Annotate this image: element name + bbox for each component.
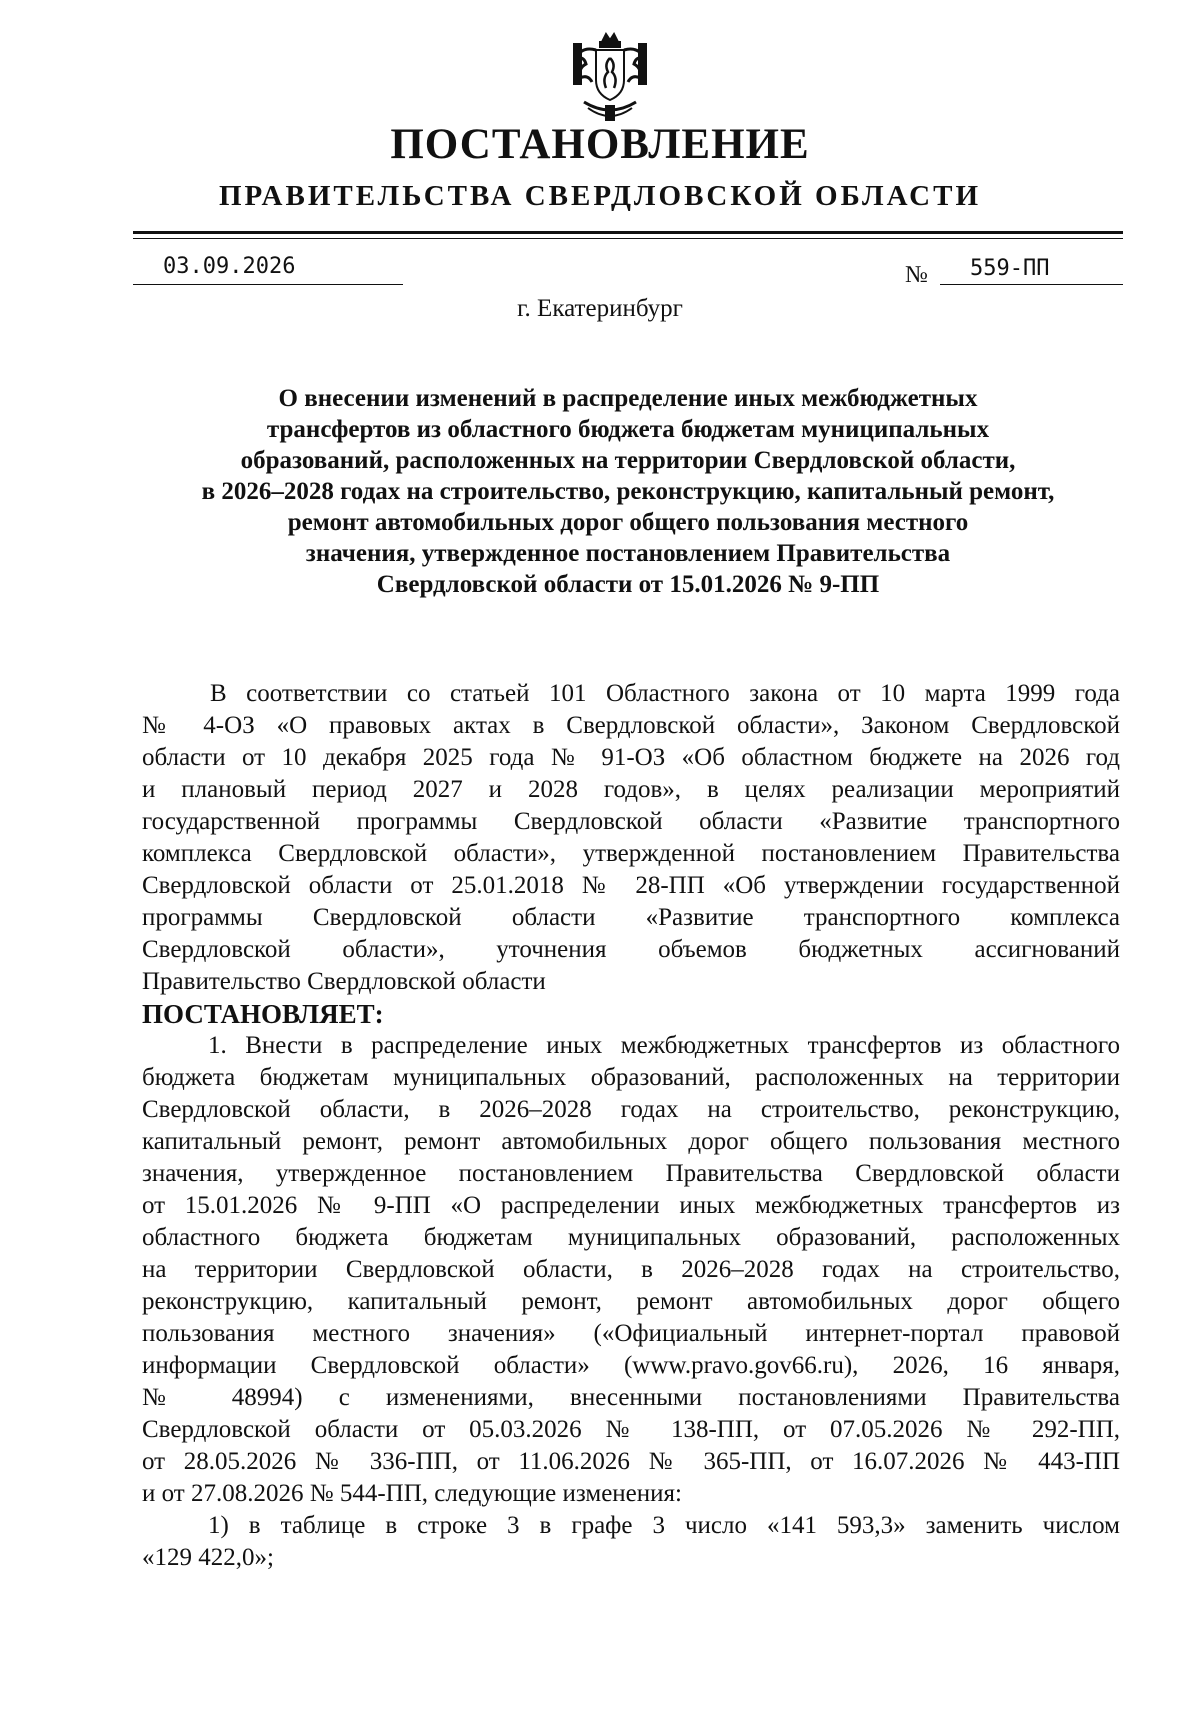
text-line: капитальный ремонт, ремонт автомобильных дорог общего пользования местного xyxy=(142,1128,1120,1155)
subitem-1-paragraph xyxy=(142,1510,1120,1574)
coat-of-arms-icon xyxy=(566,28,654,128)
text-line: программы Свердловской области «Развитие транспортного комплекса xyxy=(142,904,1120,931)
document-title xyxy=(133,383,1123,600)
document-number: 559-ПП xyxy=(970,256,1050,281)
title-line: трансфертов из областного бюджета бюджетам муниципальных xyxy=(266,416,990,443)
title-line: О внесении изменений в распределение иных межбюджетных xyxy=(278,385,978,412)
item-1-paragraph xyxy=(142,1030,1120,1510)
number-underline xyxy=(940,284,1123,285)
text-line: В соответствии со статьей 101 Областного закона от 10 марта 1999 года xyxy=(210,680,1120,707)
text-line: пользования местного значения» («Официальный интернет-портал правовой xyxy=(142,1320,1120,1347)
text-line: бюджета бюджетам муниципальных образований, расположенных на территории xyxy=(142,1064,1120,1091)
document-type: ПОСТАНОВЛЕНИЕ xyxy=(390,121,810,168)
title-line: ремонт автомобильных дорог общего пользования местного xyxy=(287,509,969,536)
text-line: реконструкцию, капитальный ремонт, ремонт автомобильных дорог общего xyxy=(142,1288,1120,1315)
document-date: 03.09.2026 xyxy=(163,254,296,279)
title-line: образований, расположенных на территории Свердловской области, xyxy=(240,447,1016,474)
text-line: значения, утвержденное постановлением Правительства Свердловской области xyxy=(142,1160,1120,1187)
preamble-paragraph xyxy=(142,678,1120,998)
text-line: от 15.01.2026 № 9-ПП «О распределении иных межбюджетных трансфертов из xyxy=(142,1192,1120,1219)
text-line: информации Свердловской области» (www.pravo.gov66.ru), 2026, 16 января, xyxy=(142,1352,1120,1379)
text-line: Правительство Свердловской области xyxy=(142,968,546,995)
header-rule-thin xyxy=(133,238,1123,239)
date-underline xyxy=(133,284,403,285)
text-line: Свердловской области, в 2026–2028 годах на строительство, реконструкцию, xyxy=(142,1096,1120,1123)
document-body xyxy=(142,678,1120,1574)
text-line: «129 422,0»; xyxy=(142,1544,274,1571)
title-line: в 2026–2028 годах на строительство, реконструкцию, капитальный ремонт, xyxy=(201,478,1055,505)
city-name: г. Екатеринбург xyxy=(517,295,683,322)
decree-word: ПОСТАНОВЛЯЕТ: xyxy=(142,999,384,1029)
text-line: от 28.05.2026 № 336-ПП, от 11.06.2026 № 365-ПП, от 16.07.2026 № 443-ПП xyxy=(142,1448,1120,1475)
number-sign: № xyxy=(905,262,928,288)
text-line: области от 10 декабря 2025 года № 91-ОЗ «Об областном бюджете на 2026 год xyxy=(142,744,1120,771)
text-line: Свердловской области от 25.01.2018 № 28-ПП «Об утверждении государственной xyxy=(142,872,1120,899)
text-line: Свердловской области», уточнения объемов бюджетных ассигнований xyxy=(142,936,1120,963)
text-line: 1. Внести в распределение иных межбюджетных трансфертов из областного xyxy=(208,1032,1120,1059)
issuer-name: ПРАВИТЕЛЬСТВА СВЕРДЛОВСКОЙ ОБЛАСТИ xyxy=(218,180,982,212)
title-line: Свердловской области от 15.01.2026 № 9-ПП xyxy=(376,571,880,598)
title-line: значения, утвержденное постановлением Правительства xyxy=(305,540,951,567)
text-line: государственной программы Свердловской области «Развитие транспортного xyxy=(142,808,1120,835)
header-rule-thick xyxy=(133,231,1123,234)
text-line: на территории Свердловской области, в 2026–2028 годах на строительство, xyxy=(142,1256,1120,1283)
text-line: Свердловской области от 05.03.2026 № 138-ПП, от 07.05.2026 № 292-ПП, xyxy=(142,1416,1120,1443)
text-line: № 48994) с изменениями, внесенными постановлениями Правительства xyxy=(142,1384,1120,1411)
text-line: 1) в таблице в строке 3 в графе 3 число «141 593,3» заменить числом xyxy=(208,1512,1120,1539)
text-line: комплекса Свердловской области», утвержденной постановлением Правительства xyxy=(142,840,1120,867)
text-line: и плановый период 2027 и 2028 годов», в целях реализации мероприятий xyxy=(142,776,1120,803)
text-line: и от 27.08.2026 № 544-ПП, следующие изменения: xyxy=(142,1480,682,1507)
text-line: № 4-ОЗ «О правовых актах в Свердловской области», Законом Свердловской xyxy=(142,712,1120,739)
text-line: областного бюджета бюджетам муниципальных образований, расположенных xyxy=(142,1224,1120,1251)
